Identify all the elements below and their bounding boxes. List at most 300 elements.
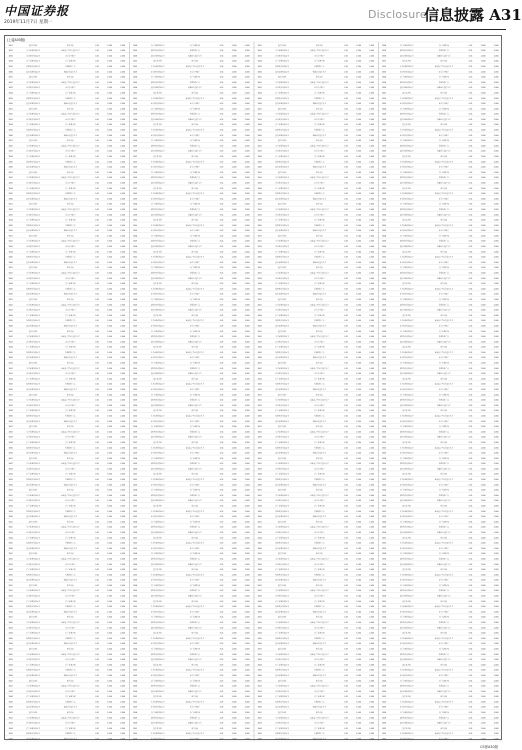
table-cell: 0.01 <box>220 310 224 312</box>
table-cell: 1001 <box>257 140 261 142</box>
table-cell: 1,000 <box>107 686 112 688</box>
table-cell: 0.01 <box>95 188 99 190</box>
table-cell: 资产管理有限公司 <box>275 695 289 698</box>
table-cell: 某某混合型证券投资基金 <box>186 65 205 68</box>
table-cell: 2,000 <box>245 733 250 735</box>
table-cell: 0.01 <box>344 648 348 650</box>
table-cell: 配售对象 <box>67 393 74 396</box>
table-cell: 1,000 <box>107 378 112 380</box>
table-cell: 某某混合型证券投资基金 <box>435 97 454 100</box>
table-cell: 某某混合型证券投资基金 <box>310 653 329 656</box>
table-cell: 基金管理有限公司 <box>400 383 414 386</box>
table-cell: 0.01 <box>344 701 348 703</box>
table-cell: 1004 <box>257 696 261 698</box>
table-cell: 1,000 <box>232 363 237 365</box>
table-cell: 保险股份有限公司 <box>151 685 165 688</box>
table-cell: 2,000 <box>120 262 125 264</box>
table-cell: 0.01 <box>469 627 473 629</box>
table-cell: 配售对象 <box>67 425 74 428</box>
table-cell: 1,000 <box>232 484 237 486</box>
table-cell: 0.01 <box>95 352 99 354</box>
table-cell: 1005 <box>257 447 261 449</box>
table-cell: 某某混合型证券投资基金 <box>186 478 205 481</box>
table-cell: 1005 <box>133 304 137 306</box>
table-cell: 证券股份有限公司 <box>26 563 40 566</box>
table-cell: 2,000 <box>120 601 125 603</box>
table-cell: 1002 <box>382 320 386 322</box>
table-cell: 1,000 <box>107 394 112 396</box>
table-cell: 0.01 <box>220 654 224 656</box>
table-cell: 1,000 <box>232 352 237 354</box>
table-cell: 1,000 <box>107 373 112 375</box>
table-cell: 1,000 <box>481 230 486 232</box>
table-cell: 1,000 <box>107 267 112 269</box>
table-cell: 0.01 <box>95 315 99 317</box>
table-cell: 0.01 <box>95 680 99 682</box>
table-cell: 投资管理有限公司 <box>275 579 289 582</box>
table-cell: 1004 <box>382 521 386 523</box>
table-cell: 某某混合型证券投资基金 <box>61 589 80 592</box>
table-cell: 资产管理计划 <box>190 393 200 396</box>
table-cell: 投资者名称 <box>402 60 411 63</box>
table-cell: 1006 <box>257 198 261 200</box>
table-cell: 2,000 <box>369 225 374 227</box>
table-cell: 1,000 <box>356 431 361 433</box>
table-cell: 1006 <box>8 643 12 645</box>
table-cell: 基金管理有限公司 <box>26 653 40 656</box>
table-cell: 私募证券投资基金 <box>64 261 78 264</box>
table-cell: 0.01 <box>95 140 99 142</box>
table-cell: 投资者名称 <box>278 616 287 619</box>
table-cell: 1005 <box>257 257 261 259</box>
table-cell: 0.01 <box>344 400 348 402</box>
table-cell: 传统保险产品 <box>439 144 449 147</box>
table-cell: 0.01 <box>469 325 473 327</box>
table-cell: 投资管理有限公司 <box>400 722 414 725</box>
table-cell: 1005 <box>133 368 137 370</box>
table-cell: 2,000 <box>494 61 499 63</box>
table-cell: 2,000 <box>245 728 250 730</box>
table-cell: 投资者名称 <box>278 171 287 174</box>
table-cell: 投资管理有限公司 <box>275 420 289 423</box>
table-cell: 资产管理有限公司 <box>400 393 414 396</box>
table-cell: 投资者名称 <box>278 44 287 47</box>
table-cell: 1001 <box>382 537 386 539</box>
table-cell: 2,000 <box>120 585 125 587</box>
table-cell: 证券自营账户 <box>65 340 75 343</box>
table-cell: 1004 <box>257 601 261 603</box>
table-cell: 0.01 <box>344 431 348 433</box>
table-cell: 证券自营账户 <box>65 372 75 375</box>
table-cell: 保险股份有限公司 <box>26 383 40 386</box>
table-cell: 2,000 <box>494 378 499 380</box>
table-cell: 证券自营账户 <box>190 197 200 200</box>
table-cell: 0.01 <box>220 723 224 725</box>
table-cell: 1,000 <box>232 712 237 714</box>
table-cell: 2,000 <box>245 278 250 280</box>
table-cell: 1004 <box>133 712 137 714</box>
table-cell: 2,000 <box>494 633 499 635</box>
table-cell: 1,000 <box>232 267 237 269</box>
table-cell: 证券股份有限公司 <box>400 738 414 741</box>
table-cell: 2,000 <box>494 686 499 688</box>
table-cell: 证券股份有限公司 <box>275 690 289 693</box>
table-cell: 2,000 <box>369 654 374 656</box>
table-cell: 0.01 <box>95 87 99 89</box>
table-cell: 1004 <box>257 537 261 539</box>
table-cell: 私募证券投资基金 <box>437 436 451 439</box>
table-cell: 资产管理有限公司 <box>400 362 414 365</box>
table-cell: 1,000 <box>232 580 237 582</box>
table-cell: 投资者名称 <box>153 314 162 317</box>
table-cell: 1,000 <box>232 527 237 529</box>
table-cell: 资产管理有限公司 <box>26 250 40 253</box>
table-cell: 保险股份有限公司 <box>400 526 414 529</box>
table-cell: 0.01 <box>220 389 224 391</box>
table-cell: 1005 <box>382 686 386 688</box>
table-cell: 1,000 <box>107 230 112 232</box>
table-cell: 1002 <box>8 273 12 275</box>
table-cell: 1,000 <box>107 347 112 349</box>
table-cell: 证券自营账户 <box>190 388 200 391</box>
table-cell: 传统保险产品 <box>439 526 449 529</box>
table-cell: 证券自营账户 <box>65 118 75 121</box>
table-cell: 1,000 <box>356 241 361 243</box>
table-cell: 2,000 <box>494 352 499 354</box>
table-cell: 1006 <box>133 310 137 312</box>
table-cell: 资产管理计划 <box>65 536 75 539</box>
table-cell: 证券自营账户 <box>65 54 75 57</box>
table-cell: 1,000 <box>356 659 361 661</box>
table-cell: 0.01 <box>469 410 473 412</box>
table-cell: 2,000 <box>120 124 125 126</box>
table-cell: 2,000 <box>494 114 499 116</box>
table-cell: 2,000 <box>120 320 125 322</box>
table-cell: 0.01 <box>220 606 224 608</box>
table-cell: 传统保险产品 <box>65 700 75 703</box>
table-cell: 证券自营账户 <box>190 547 200 550</box>
table-cell: 1002 <box>133 352 137 354</box>
table-cell: 投资管理有限公司 <box>275 102 289 105</box>
table-cell: 2,000 <box>369 670 374 672</box>
table-cell: 基金管理有限公司 <box>26 81 40 84</box>
table-cell: 资产管理计划 <box>314 600 324 603</box>
table-cell: 1,000 <box>232 611 237 613</box>
table-cell: 0.01 <box>344 527 348 529</box>
table-cell: 0.01 <box>95 712 99 714</box>
table-cell: 1,000 <box>356 156 361 158</box>
table-cell: 0.01 <box>220 161 224 163</box>
table-cell: 1,000 <box>481 468 486 470</box>
table-cell: 0.01 <box>469 368 473 370</box>
table-cell: 2,000 <box>369 352 374 354</box>
disclosure-content <box>4 35 502 740</box>
table-cell: 投资者名称 <box>278 203 287 206</box>
table-cell: 1,000 <box>232 664 237 666</box>
table-cell: 1006 <box>8 103 12 105</box>
table-cell: 0.01 <box>344 447 348 449</box>
table-cell: 证券自营账户 <box>190 324 200 327</box>
table-cell: 1001 <box>382 378 386 380</box>
table-cell: 0.01 <box>220 304 224 306</box>
table-cell: 1,000 <box>356 574 361 576</box>
table-cell: 私募证券投资基金 <box>188 436 202 439</box>
table-cell: 证券自营账户 <box>314 245 324 248</box>
table-cell: 保险股份有限公司 <box>275 383 289 386</box>
table-cell: 1005 <box>8 66 12 68</box>
table-cell: 1,000 <box>107 45 112 47</box>
table-cell: 1003 <box>8 246 12 248</box>
table-cell: 1,000 <box>232 723 237 725</box>
table-cell: 2,000 <box>369 707 374 709</box>
table-cell: 2,000 <box>120 188 125 190</box>
table-cell: 1002 <box>133 320 137 322</box>
table-cell: 0.01 <box>469 484 473 486</box>
table-cell: 2,000 <box>120 98 125 100</box>
table-cell: 基金管理有限公司 <box>26 526 40 529</box>
table-cell: 1006 <box>382 278 386 280</box>
table-cell: 2,000 <box>494 654 499 656</box>
table-cell: 配售对象 <box>316 489 323 492</box>
table-cell: 配售对象 <box>191 250 198 253</box>
table-cell: 2,000 <box>245 140 250 142</box>
table-cell: 投资者名称 <box>153 600 162 603</box>
table-cell: 0.01 <box>95 506 99 508</box>
table-cell: 1,000 <box>232 564 237 566</box>
table-cell: 基金管理有限公司 <box>26 144 40 147</box>
table-cell: 1001 <box>133 442 137 444</box>
table-cell: 2,000 <box>369 558 374 560</box>
table-cell: 2,000 <box>494 347 499 349</box>
table-cell: 私募证券投资基金 <box>64 706 78 709</box>
table-cell: 投资管理有限公司 <box>400 531 414 534</box>
table-cell: 证券自营账户 <box>439 166 449 169</box>
table-cell: 0.01 <box>220 675 224 677</box>
table-cell: 资产管理有限公司 <box>26 632 40 635</box>
table-cell: 0.01 <box>220 384 224 386</box>
table-cell: 0.01 <box>220 368 224 370</box>
table-cell: 2,000 <box>369 548 374 550</box>
table-cell: 1,000 <box>356 230 361 232</box>
table-cell: 资产管理有限公司 <box>400 266 414 269</box>
table-cell: 1005 <box>8 288 12 290</box>
table-cell: 1,000 <box>481 606 486 608</box>
table-cell: 2,000 <box>369 92 374 94</box>
table-cell: 1004 <box>382 299 386 301</box>
table-cell: 1003 <box>133 643 137 645</box>
table-cell: 1002 <box>8 82 12 84</box>
table-cell: 1,000 <box>481 262 486 264</box>
table-cell: 1002 <box>382 66 386 68</box>
table-cell: 1006 <box>257 707 261 709</box>
table-cell: 0.01 <box>95 341 99 343</box>
table-cell: 0.01 <box>344 315 348 317</box>
table-cell: 某某混合型证券投资基金 <box>61 144 80 147</box>
table-cell: 基金管理有限公司 <box>275 685 289 688</box>
table-cell: 1,000 <box>232 140 237 142</box>
table-cell: 配售对象 <box>191 187 198 190</box>
table-cell: 1003 <box>8 151 12 153</box>
table-cell: 1,000 <box>232 400 237 402</box>
table-cell: 2,000 <box>120 495 125 497</box>
table-cell: 证券自营账户 <box>314 436 324 439</box>
table-cell: 0.01 <box>220 394 224 396</box>
table-cell: 0.01 <box>95 405 99 407</box>
table-cell: 2,000 <box>120 574 125 576</box>
table-cell: 1,000 <box>481 172 486 174</box>
table-cell: 1003 <box>133 580 137 582</box>
table-cell: 2,000 <box>120 378 125 380</box>
table-cell: 0.01 <box>344 87 348 89</box>
table-cell: 1,000 <box>107 357 112 359</box>
table-cell: 2,000 <box>120 288 125 290</box>
table-cell: 0.01 <box>344 82 348 84</box>
table-cell: 某某混合型证券投资基金 <box>186 351 205 354</box>
table-cell: 1004 <box>8 251 12 253</box>
table-cell: 基金管理有限公司 <box>400 510 414 513</box>
table-cell: 1,000 <box>232 733 237 735</box>
table-cell: 1001 <box>382 251 386 253</box>
table-cell: 配售对象 <box>316 298 323 301</box>
table-cell: 1004 <box>8 696 12 698</box>
table-cell: 0.01 <box>469 622 473 624</box>
table-cell: 1002 <box>382 415 386 417</box>
table-cell: 资产管理有限公司 <box>151 330 165 333</box>
table-cell: 1005 <box>382 463 386 465</box>
table-cell: 保险股份有限公司 <box>275 700 289 703</box>
table-cell: 1,000 <box>107 209 112 211</box>
table-cell: 1005 <box>257 415 261 417</box>
table-cell: 2,000 <box>120 521 125 523</box>
table-cell: 私募证券投资基金 <box>313 356 327 359</box>
table-cell: 1003 <box>257 564 261 566</box>
table-cell: 1005 <box>133 622 137 624</box>
table-cell: 某某混合型证券投资基金 <box>186 160 205 163</box>
table-cell: 传统保险产品 <box>190 526 200 529</box>
table-cell: 1004 <box>133 490 137 492</box>
table-cell: 1,000 <box>107 294 112 296</box>
table-cell: 某某混合型证券投资基金 <box>61 430 80 433</box>
table-cell: 1,000 <box>107 257 112 259</box>
table-cell: 1006 <box>133 564 137 566</box>
table-cell: 2,000 <box>245 516 250 518</box>
table-cell: 2,000 <box>369 310 374 312</box>
table-cell: 0.01 <box>469 357 473 359</box>
table-cell: 1,000 <box>481 585 486 587</box>
table-cell: 1001 <box>257 331 261 333</box>
table-cell: 投资管理有限公司 <box>151 309 165 312</box>
table-cell: 1,000 <box>481 363 486 365</box>
table-cell: 1,000 <box>481 431 486 433</box>
table-cell: 2,000 <box>245 182 250 184</box>
table-cell: 2,000 <box>494 161 499 163</box>
table-cell: 1,000 <box>481 220 486 222</box>
table-cell: 2,000 <box>245 119 250 121</box>
table-cell: 1,000 <box>107 633 112 635</box>
table-cell: 2,000 <box>494 601 499 603</box>
table-cell: 证券自营账户 <box>190 293 200 296</box>
table-cell: 1,000 <box>356 373 361 375</box>
table-cell: 0.01 <box>344 611 348 613</box>
table-cell: 1,000 <box>232 119 237 121</box>
table-cell: 0.01 <box>95 114 99 116</box>
table-cell: 0.01 <box>220 45 224 47</box>
table-cell: 0.01 <box>469 717 473 719</box>
table-cell: 1,000 <box>107 516 112 518</box>
table-cell: 1,000 <box>232 177 237 179</box>
table-cell: 保险股份有限公司 <box>400 208 414 211</box>
table-cell: 2,000 <box>245 633 250 635</box>
table-cell: 0.01 <box>469 283 473 285</box>
table-cell: 资产管理有限公司 <box>26 377 40 380</box>
table-cell: 保险股份有限公司 <box>275 605 289 608</box>
table-cell: 2,000 <box>369 564 374 566</box>
table-cell: 配售对象 <box>316 203 323 206</box>
table-cell: 1006 <box>257 71 261 73</box>
table-cell: 传统保险产品 <box>314 446 324 449</box>
table-cell: 1002 <box>133 288 137 290</box>
table-cell: 1,000 <box>481 103 486 105</box>
table-cell: 2,000 <box>120 299 125 301</box>
table-cell: 0.01 <box>344 77 348 79</box>
table-cell: 证券股份有限公司 <box>275 54 289 57</box>
table-cell: 1,000 <box>232 532 237 534</box>
table-cell: 资产管理计划 <box>439 647 449 650</box>
table-cell: 私募证券投资基金 <box>437 340 451 343</box>
table-cell: 私募证券投资基金 <box>64 515 78 518</box>
table-cell: 2,000 <box>494 458 499 460</box>
table-cell: 1006 <box>382 596 386 598</box>
table-cell: 2,000 <box>245 325 250 327</box>
table-cell: 保险股份有限公司 <box>400 685 414 688</box>
table-cell: 1,000 <box>232 55 237 57</box>
table-cell: 2,000 <box>120 172 125 174</box>
table-cell: 0.01 <box>344 389 348 391</box>
table-cell: 投资管理有限公司 <box>151 499 165 502</box>
table-cell: 1004 <box>257 442 261 444</box>
table-cell: 1,000 <box>232 230 237 232</box>
table-cell: 配售对象 <box>440 473 447 476</box>
table-cell: 0.01 <box>220 712 224 714</box>
table-cell: 0.01 <box>95 288 99 290</box>
table-cell: 0.01 <box>469 569 473 571</box>
table-cell: 2,000 <box>120 415 125 417</box>
table-cell: 传统保险产品 <box>314 478 324 481</box>
table-cell: 1004 <box>382 648 386 650</box>
table-cell: 基金管理有限公司 <box>151 65 165 68</box>
table-cell: 资产管理有限公司 <box>26 155 40 158</box>
table-cell: 证券股份有限公司 <box>26 86 40 89</box>
table-cell: 2,000 <box>120 294 125 296</box>
table-cell: 资产管理有限公司 <box>400 107 414 110</box>
table-cell: 配售对象 <box>316 139 323 142</box>
table-cell: 1001 <box>257 680 261 682</box>
table-cell: 1,000 <box>356 553 361 555</box>
table-cell: 私募证券投资基金 <box>188 722 202 725</box>
table-cell: 1,000 <box>232 82 237 84</box>
table-cell: 资产管理有限公司 <box>275 60 289 63</box>
table-cell: 证券自营账户 <box>314 722 324 725</box>
table-cell: 投资管理有限公司 <box>26 420 40 423</box>
table-cell: 证券股份有限公司 <box>26 277 40 280</box>
table-cell: 2,000 <box>369 569 374 571</box>
table-cell: 1,000 <box>481 664 486 666</box>
table-cell: 资产管理计划 <box>439 298 449 301</box>
table-cell: 1,000 <box>107 506 112 508</box>
table-cell: 2,000 <box>245 384 250 386</box>
table-cell: 基金管理有限公司 <box>151 700 165 703</box>
table-cell: 1,000 <box>356 558 361 560</box>
